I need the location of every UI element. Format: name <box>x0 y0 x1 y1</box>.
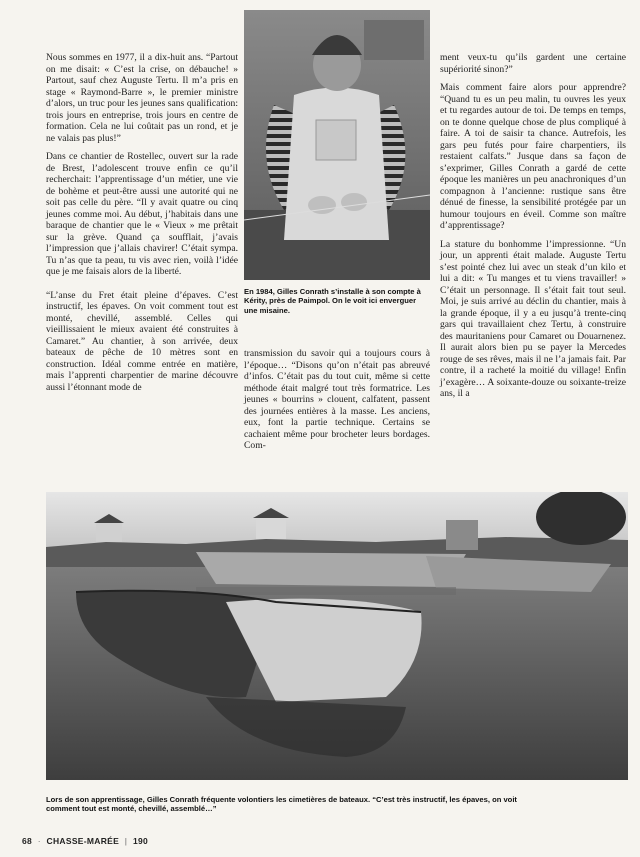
boat-cemetery-photo <box>46 492 628 780</box>
page-footer <box>22 836 148 846</box>
craftsman-illustration <box>244 10 430 280</box>
page-number: 68 <box>22 836 33 846</box>
issue-number: 190 <box>132 836 149 846</box>
paragraph: “L’anse du Fret était pleine d’épaves. C’est instructif, les épaves. On voit comment tout est monté, chevillé, assemblé. Celles qui vieillissaient le mieux avaient été construites à Camaret.” Au chantier, à son arrivée, deux bateaux de pêche de 10 mètres sont en construction. Idéal comme entrée en matière, mais l’apprenti charpentier de marine découvre aussi l’étonnant mode de <box>46 289 238 393</box>
article-column-2 <box>244 348 430 452</box>
paragraph: ment veux-tu qu’ils gardent une certaine supériorité sinon?” <box>440 52 626 75</box>
footer-separator: · <box>37 836 41 846</box>
magazine-name: CHASSE-MARÉE <box>46 836 120 846</box>
article-column-1 <box>46 52 238 393</box>
photo-caption-top: En 1984, Gilles Conrath s’installe à son compte à Kérity, près de Paimpol. On le voit ici enverguer une misaine. <box>244 287 421 315</box>
paragraph: Nous sommes en 1977, il a dix-huit ans. “Partout on me disait: « C’est la crise, on débauche! » Partout, sauf chez Auguste Tertu. Il m’a pris en stage « Raymond-Barre », le premier ministre d’alors, un truc pour les jeunes sans qualification: trois jours en entreprise, trois jours en centre de formation. Cela ne lui coûtait pas un rond, et je ne valais pas plus!” <box>46 52 238 144</box>
photo-caption-bottom: Lors de son apprentissage, Gilles Conrath fréquente volontiers les cimetières de bateaux. “C’est très instructif, les épaves, on voit comment tout est monté, chevillé, assemblé…” <box>46 795 517 814</box>
boat-cemetery-illustration <box>46 492 628 780</box>
article-column-3 <box>440 52 626 400</box>
paragraph: Mais comment faire alors pour apprendre? “Quand tu es un peu malin, tu ouvres les yeux et tu regardes autour de toi. De temps en temps, on te donne quelque chose de plus compliqué à faire. A toi de saisir ta chance. Autrefois, les gars peu futés pour faire charpentiers, ils restaient calfats.” Jusque dans sa façon de s’exprimer, Gilles Conrath a gardé de cette époque les manières un peu anachroniques d’un compagnon à l’ancienne: rustique sans être dénué de finesse, la sensibilité protégée par un humour toujours en éveil. Comme son maître d’apprentissage? <box>440 82 626 231</box>
footer-separator: | <box>124 836 128 846</box>
craftsman-photo <box>244 10 430 280</box>
paragraph: La stature du bonhomme l’impressionne. “Un jour, un apprenti était malade. Auguste Tertu s’est pointé chez lui avec un steak d’un kilo et lui a dit: « Tu manges et tu viens travailler! » C’était un personnage. Il s’était fait tout seul. Moi, je suis arrivé au déclin du chantier, mais à la grande époque, il y a eu jusqu’à trente-cinq gars qui travaillaient chez Tertu, à construire des mauritaniens pour Camaret ou Douarnenez. Il aurait alors bien pu se payer la Mercedes rouge de ses rêves, mais il ne l’a jamais fait. Par contre, il a racheté la moitié du village! Enfin j’exagère… A soixante-douze ou soixante-treize ans, il a <box>440 238 626 399</box>
paragraph: transmission du savoir qui a toujours cours à l’époque… “Disons qu’on n’était pas abreuvé d’infos. C’était pas du tout cuit, même si cette méthode était malgré tout très formatrice. Les jeunes « bourrins » clouent, calfatent, passent des journées entières à la masse. Les anciens, eux, font la partie technique. Certains se cachaient même pour brocheter leurs bordages. Com- <box>244 348 430 451</box>
paragraph: Dans ce chantier de Rostellec, ouvert sur la rade de Brest, l’adolescent trouve enfin ce qu’il recherchait: l’apprentissage d’un métier, une vie de bohème et peut-être aussi une autorité qui ne soit pas celle du père. “Il y avait quatre ou cinq jeunes comme moi. Au début, j’habitais dans une baraque de chantier que le « Vieux » me prêtait sur la grève. Quand ça soufflait, j’avais l’impression que j’allais chavirer! C’était sympa. Tu n’as que ta peau, tu vis avec rien, voilà l’idée que je me faisais alors de la liberté. <box>46 151 238 277</box>
